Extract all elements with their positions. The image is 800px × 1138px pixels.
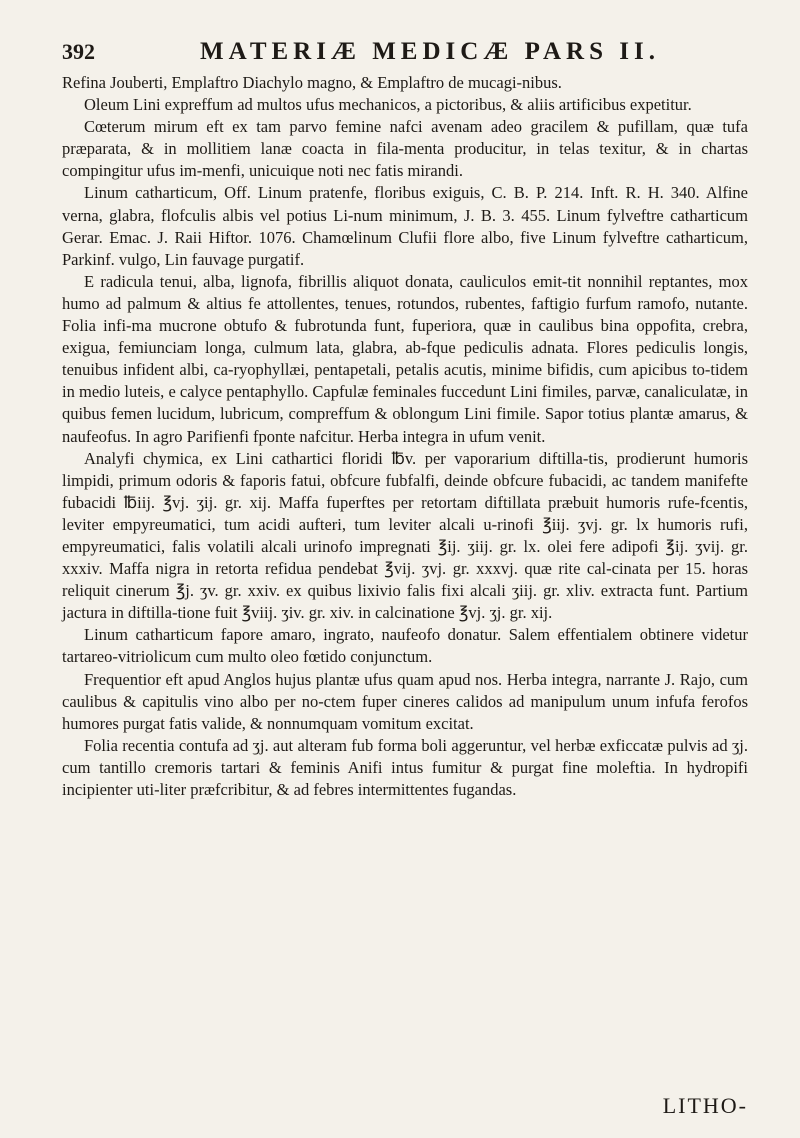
body-text xyxy=(62,72,748,801)
running-title: MATERIÆ MEDICÆ PARS II. xyxy=(200,38,660,65)
paragraph: Linum catharticum fapore amaro, ingrato, naufeofo donatur. Salem effentialem obtinere videtur tartareo-vitriolicum cum multo oleo fœtido conjunctum. xyxy=(62,625,748,667)
paragraph: E radicula tenui, alba, lignofa, fibrillis aliquot donata, cauliculos emit-tit nonnihil reptantes, mox humo ad palmum & altius fe attollentes, tenues, rotundos, rubentes, faftigio furfum ramofo, nutante. Folia infi-ma mucrone obtufo & fubrotunda funt, fuperiora, quæ in caulibus bina oppofita, crebra, exigua, femiunciam longa, culmum lata, glabra, ab-fque pediculis adnata. Flores pediculis longis, tenuibus infident albi, ca-ryophyllæi, pentapetali, petalis acutis, minime bifidis, cum apicibus to-tidem in medio luteis, e calyce pentaphyllo. Capfulæ feminales fuccedunt Lini fimiles, parvæ, canaliculatæ, in quibus femen lucidum, lubricum, compreffum & oblongum Lini fimile. Sapor totius plantæ amarus, & naufeofus. In agro Parifienfi fponte nafcitur. Herba integra in ufum venit. xyxy=(62,271,748,446)
paragraph: Linum catharticum, Off. Linum pratenfe, floribus exiguis, C. B. P. 214. Inft. R. H. 340. Alfine verna, glabra, flofculis albis vel potius Li-num minimum, J. B. 3. 455. Linum fylveftre catharticum Gerar. Emac. J. Raii Hiftor. 1076. Chamœlinum Clufii flore albo, five Linum fylveftre catharticum, Parkinf. vulgo, Lin fauvage purgatif. xyxy=(62,183,748,269)
catchword: LITHO- xyxy=(662,1093,748,1118)
paragraph: Oleum Lini expreffum ad multos ufus mechanicos, a pictoribus, & aliis artificibus expetitur. xyxy=(84,95,692,115)
paragraph: Refina Jouberti, Emplaftro Diachylo magno, & Emplaftro de mucagi-nibus. xyxy=(62,73,562,92)
page-header xyxy=(62,38,748,66)
paragraph: Folia recentia contufa ad ʒj. aut alteram fub forma boli aggeruntur, vel herbæ exficcatæ pulvis ad ʒj. cum tantillo cremoris tartari & feminis Anifi intus fumitur & purgat fine moleftia. In hydropifi incipienter uti-liter præfcribitur, & ad febres intermittentes fugandas. xyxy=(62,735,748,799)
page-number: 392 xyxy=(62,39,95,64)
paragraph: Analyfi chymica, ex Lini cathartici floridi ℔v. per vaporarium diftilla-tis, prodierunt humoris limpidi, primum odoris & faporis fatui, obfcure fubfalfi, deinde obfcure fubacidi, ac tandem manifefte fubacidi ℔iij. ℥vj. ʒij. gr. xij. Maffa fuperftes per retortam diftillata præbuit humoris rufe-fcentis, leviter empyreumatici, tum acidi aufteri, tum leviter alcali u-rinofi ℥iij. ʒvj. gr. lx humoris rufi, empyreumatici, falis volatili alcali urinofo impregnati ℥ij. ʒiij. gr. lx. olei fere adipofi ℥ij. ʒvij. gr. xxxiv. Maffa nigra in retorta refidua pendebat ℥vij. ʒvj. gr. xxxvj. quæ rite cal-cinata per 15. horas reliquit cinerum ℥j. ʒv. gr. xxiv. ex quibus lixivio falis fixi alcali ʒiij. gr. xliv. extracta funt. Partium jactura in diftilla-tione fuit ℥viij. ʒiv. gr. xiv. in calcinatione ℥vj. ʒj. gr. xij. xyxy=(62,448,748,623)
paragraph: Frequentior eft apud Anglos hujus plantæ ufus quam apud nos. Herba integra, narrante J. Rajo, cum caulibus & capitulis vino albo per no-ctem fuper cineres calidos ad manipulum unum infufa ferofos humores purgat fatis valide, & nonnumquam vomitum excitat. xyxy=(62,669,748,733)
paragraph: Cœterum mirum eft ex tam parvo femine nafci avenam adeo gracilem & pufillam, quæ tufa præparata, & in mollitiem lanæ coacta in fila-menta producitur, in telas texitur, & in chartas compingitur ufus im-menfi, unicuique noti nec fatis mirandi. xyxy=(62,117,748,181)
